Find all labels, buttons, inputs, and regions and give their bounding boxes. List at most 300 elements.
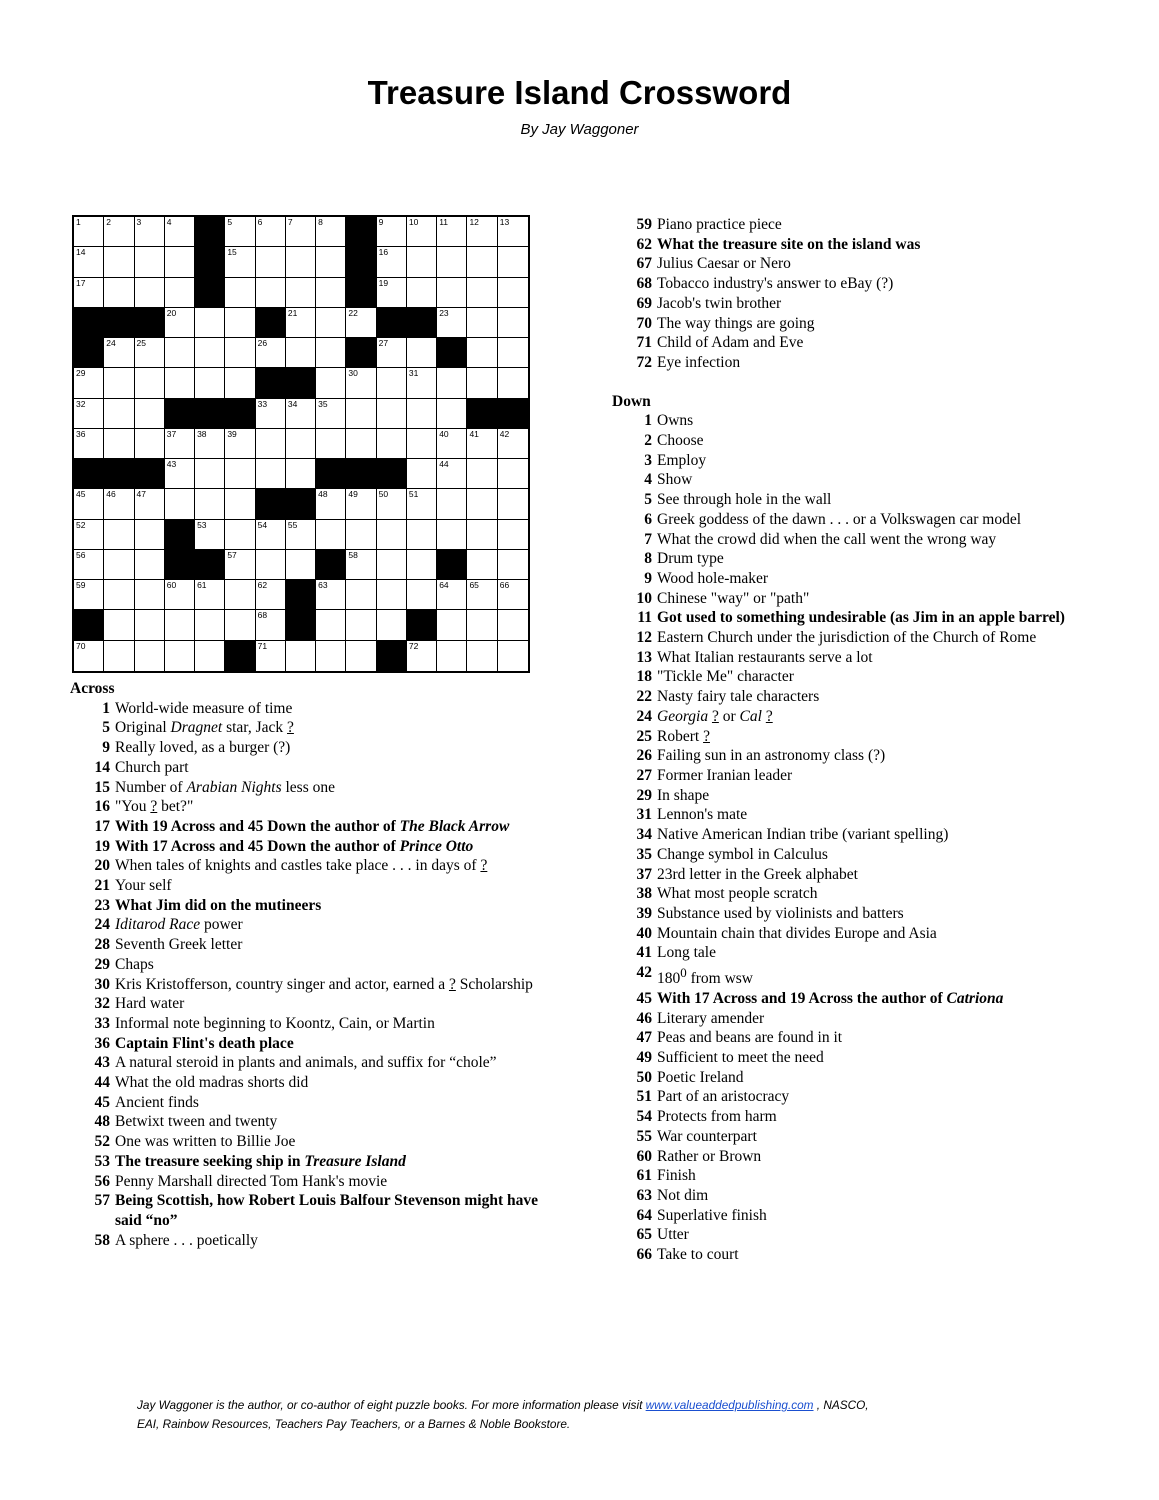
grid-cell[interactable] <box>195 610 225 640</box>
grid-cell[interactable] <box>195 368 225 398</box>
black-square <box>135 308 165 338</box>
cell-number: 26 <box>257 338 268 349</box>
across_right-clue <box>612 353 1092 373</box>
grid-cell[interactable] <box>498 610 528 640</box>
across_left-clue <box>70 1152 560 1172</box>
grid-cell[interactable] <box>377 429 407 459</box>
clue-number: 66 <box>636 1246 652 1264</box>
grid-cell[interactable] <box>498 459 528 489</box>
grid-cell[interactable] <box>256 550 286 580</box>
clue-number: 33 <box>94 1014 110 1032</box>
grid-cell[interactable] <box>256 217 286 247</box>
grid-cell[interactable] <box>165 278 195 308</box>
down-clue <box>612 549 1092 569</box>
grid-cell[interactable] <box>225 368 255 398</box>
cell-number: 60 <box>166 580 177 591</box>
grid-cell[interactable] <box>377 610 407 640</box>
clue-number: 38 <box>636 885 652 903</box>
grid-cell[interactable] <box>195 489 225 519</box>
cell-number: 19 <box>378 277 389 288</box>
grid-cell[interactable] <box>346 429 376 459</box>
grid-cell[interactable] <box>377 399 407 429</box>
clue-text: Number of Arabian Nights less one <box>115 778 336 796</box>
grid-cell[interactable] <box>104 550 134 580</box>
grid-cell[interactable] <box>165 459 195 489</box>
down-clue <box>612 1166 1092 1186</box>
grid-cell[interactable] <box>165 489 195 519</box>
grid-cell[interactable] <box>74 217 104 247</box>
grid-cell[interactable] <box>467 368 497 398</box>
grid-cell[interactable] <box>377 217 407 247</box>
grid-cell[interactable] <box>74 429 104 459</box>
grid-cell[interactable] <box>377 520 407 550</box>
clue-number: 26 <box>636 747 652 765</box>
grid-cell[interactable] <box>498 247 528 277</box>
grid-cell[interactable] <box>407 641 437 671</box>
grid-cell[interactable] <box>498 278 528 308</box>
clue-text: Captain Flint's death place <box>115 1034 294 1052</box>
across_right-clue <box>612 333 1092 353</box>
grid-cell[interactable] <box>498 580 528 610</box>
grid-cell[interactable] <box>225 520 255 550</box>
grid-cell[interactable] <box>467 429 497 459</box>
grid-cell[interactable] <box>286 308 316 338</box>
clue-number: 41 <box>636 944 652 962</box>
grid-cell[interactable] <box>407 278 437 308</box>
clue-text: Rather or Brown <box>657 1147 762 1165</box>
grid-cell[interactable] <box>437 610 467 640</box>
grid-cell[interactable] <box>407 247 437 277</box>
grid-cell[interactable] <box>135 610 165 640</box>
grid-cell[interactable] <box>377 368 407 398</box>
grid-cell[interactable] <box>286 247 316 277</box>
grid-cell[interactable] <box>104 610 134 640</box>
clue-number: 49 <box>636 1048 652 1066</box>
grid-cell[interactable] <box>467 489 497 519</box>
grid-cell[interactable] <box>135 399 165 429</box>
clue-number: 37 <box>636 865 652 883</box>
grid-cell[interactable] <box>256 278 286 308</box>
grid-cell[interactable] <box>498 429 528 459</box>
footer-text-after: , NASCO, <box>813 1398 869 1412</box>
clue-number: 59 <box>636 216 652 233</box>
grid-cell[interactable] <box>195 338 225 368</box>
clue-number: 14 <box>94 758 110 776</box>
grid-cell[interactable] <box>74 580 104 610</box>
clue-number: 24 <box>94 916 110 934</box>
grid-cell[interactable] <box>104 278 134 308</box>
cell-number: 5 <box>227 217 233 227</box>
publisher-link[interactable]: www.valueaddedpublishing.com <box>645 1398 814 1412</box>
grid-cell[interactable] <box>286 278 316 308</box>
clue-number: 4 <box>644 471 652 489</box>
clue-text: The way things are going <box>657 314 815 332</box>
grid-cell[interactable] <box>225 489 255 519</box>
black-square <box>195 550 225 580</box>
cell-number: 52 <box>76 519 86 530</box>
grid-cell[interactable] <box>225 338 255 368</box>
grid-cell[interactable] <box>225 610 255 640</box>
grid-cell[interactable] <box>256 247 286 277</box>
grid-cell[interactable] <box>316 368 346 398</box>
grid-cell[interactable] <box>225 308 255 338</box>
grid-cell[interactable] <box>135 550 165 580</box>
clue-text: Failing sun in an astronomy class (?) <box>657 747 886 765</box>
clue-text: Take to court <box>657 1246 739 1264</box>
clue-number: 8 <box>644 550 652 568</box>
grid-cell[interactable] <box>256 610 286 640</box>
grid-cell[interactable] <box>286 429 316 459</box>
grid-cell[interactable] <box>407 459 437 489</box>
grid-cell[interactable] <box>316 429 346 459</box>
clue-text: Got used to something undesirable (as Jim in an apple barrel) <box>657 609 1065 627</box>
grid-cell[interactable] <box>286 399 316 429</box>
clue-number: 6 <box>644 510 652 528</box>
grid-cell[interactable] <box>437 278 467 308</box>
grid-cell[interactable] <box>225 580 255 610</box>
clue-text: Finish <box>657 1167 696 1185</box>
across_left-clue <box>70 994 560 1014</box>
across_left-clue <box>70 738 560 758</box>
clue-text: Substance used by violinists and batters <box>657 904 904 922</box>
across_left-clue <box>70 915 560 935</box>
clue-number: 35 <box>636 845 652 863</box>
grid-cell[interactable] <box>256 459 286 489</box>
grid-cell[interactable] <box>135 641 165 671</box>
cell-number: 11 <box>439 217 449 227</box>
grid-cell[interactable] <box>407 368 437 398</box>
clue-number: 27 <box>636 766 652 784</box>
grid-cell[interactable] <box>135 217 165 247</box>
grid-cell[interactable] <box>437 641 467 671</box>
cell-number: 40 <box>439 428 449 439</box>
page-title: Treasure Island Crossword <box>367 74 792 111</box>
grid-cell[interactable] <box>135 278 165 308</box>
grid-cell[interactable] <box>104 580 134 610</box>
grid-cell[interactable] <box>165 247 195 277</box>
clue-number: 42 <box>636 964 652 982</box>
grid-cell[interactable] <box>346 641 376 671</box>
clue-text: Kris Kristofferson, country singer and actor, earned a ? Scholarship <box>115 975 533 993</box>
grid-cell[interactable] <box>467 338 497 368</box>
grid-cell[interactable] <box>74 489 104 519</box>
grid-cell[interactable] <box>225 459 255 489</box>
grid-cell[interactable] <box>165 610 195 640</box>
grid-cell[interactable] <box>437 459 467 489</box>
grid-cell[interactable] <box>467 278 497 308</box>
black-square <box>195 217 225 247</box>
grid-cell[interactable] <box>498 308 528 338</box>
clue-number: 47 <box>636 1029 652 1047</box>
clue-text: Piano practice piece <box>657 216 782 233</box>
grid-cell[interactable] <box>498 217 528 247</box>
down-clue <box>612 530 1092 550</box>
down-clue <box>612 1186 1092 1206</box>
grid-cell[interactable] <box>377 338 407 368</box>
grid-cell[interactable] <box>467 308 497 338</box>
clue-number: 52 <box>94 1133 110 1151</box>
grid-cell[interactable] <box>346 308 376 338</box>
grid-cell[interactable] <box>195 520 225 550</box>
grid-cell[interactable] <box>74 641 104 671</box>
grid-cell[interactable] <box>437 489 467 519</box>
cell-number: 3 <box>136 217 142 227</box>
grid-cell[interactable] <box>74 368 104 398</box>
grid-cell[interactable] <box>135 580 165 610</box>
grid-cell[interactable] <box>407 338 437 368</box>
clue-text: Your self <box>115 877 172 895</box>
grid-cell[interactable] <box>286 520 316 550</box>
grid-cell[interactable] <box>377 550 407 580</box>
grid-cell[interactable] <box>437 368 467 398</box>
grid-cell[interactable] <box>286 338 316 368</box>
cell-number: 15 <box>227 247 237 258</box>
cell-number: 1 <box>76 217 81 227</box>
grid-cell[interactable] <box>286 217 316 247</box>
grid-cell[interactable] <box>225 247 255 277</box>
cell-number: 27 <box>378 338 389 349</box>
clue-number: 61 <box>636 1167 652 1185</box>
grid-cell[interactable] <box>467 641 497 671</box>
grid-cell[interactable] <box>316 641 346 671</box>
grid-cell[interactable] <box>165 368 195 398</box>
grid-cell[interactable] <box>135 520 165 550</box>
clue-text: What Italian restaurants serve a lot <box>657 648 873 666</box>
clue-number: 55 <box>636 1127 652 1145</box>
grid-cell[interactable] <box>407 520 437 550</box>
across_left-clue <box>70 797 560 817</box>
grid-cell[interactable] <box>104 429 134 459</box>
clue-number: 7 <box>644 530 652 548</box>
grid-cell[interactable] <box>346 368 376 398</box>
grid-cell[interactable] <box>316 247 346 277</box>
cell-number: 71 <box>257 640 268 651</box>
grid-cell[interactable] <box>256 520 286 550</box>
grid-cell[interactable] <box>195 308 225 338</box>
grid-cell[interactable] <box>104 520 134 550</box>
grid-cell[interactable] <box>165 429 195 459</box>
grid-cell[interactable] <box>104 247 134 277</box>
cell-number: 55 <box>287 519 298 530</box>
clue-number: 18 <box>636 668 652 686</box>
grid-cell[interactable] <box>377 247 407 277</box>
grid-cell[interactable] <box>165 217 195 247</box>
black-square <box>377 641 407 671</box>
grid-cell[interactable] <box>135 368 165 398</box>
grid-cell[interactable] <box>467 550 497 580</box>
grid-cell[interactable] <box>316 217 346 247</box>
grid-cell[interactable] <box>286 641 316 671</box>
grid-cell[interactable] <box>346 520 376 550</box>
grid-cell[interactable] <box>407 429 437 459</box>
cell-number: 14 <box>76 247 86 258</box>
section-gap <box>612 373 1092 392</box>
down-clue <box>612 648 1092 668</box>
down-clue <box>612 766 1092 786</box>
grid-cell[interactable] <box>256 399 286 429</box>
grid-cell[interactable] <box>316 278 346 308</box>
down-clue <box>612 1107 1092 1127</box>
grid-cell[interactable] <box>104 368 134 398</box>
grid-cell[interactable] <box>195 429 225 459</box>
clue-number: 36 <box>94 1034 110 1052</box>
grid-cell[interactable] <box>165 308 195 338</box>
down-clue <box>612 589 1092 609</box>
down-clue <box>612 746 1092 766</box>
grid-cell[interactable] <box>256 429 286 459</box>
grid-cell[interactable] <box>316 520 346 550</box>
black-square <box>407 610 437 640</box>
down-clue <box>612 470 1092 490</box>
grid-cell[interactable] <box>104 217 134 247</box>
clue-text: Julius Caesar or Nero <box>657 255 791 273</box>
grid-cell[interactable] <box>437 520 467 550</box>
grid-cell[interactable] <box>104 399 134 429</box>
grid-cell[interactable] <box>437 580 467 610</box>
black-square <box>165 399 195 429</box>
cell-number: 32 <box>76 398 86 409</box>
black-square <box>74 308 104 338</box>
grid-cell[interactable] <box>437 308 467 338</box>
down-clue <box>612 825 1092 845</box>
black-square <box>74 610 104 640</box>
grid-cell[interactable] <box>225 550 255 580</box>
grid-cell[interactable] <box>74 247 104 277</box>
grid-cell[interactable] <box>467 520 497 550</box>
grid-cell[interactable] <box>316 580 346 610</box>
grid-cell[interactable] <box>256 641 286 671</box>
grid-cell[interactable] <box>225 217 255 247</box>
grid-cell[interactable] <box>407 399 437 429</box>
clue-number: 62 <box>636 235 652 253</box>
grid-cell[interactable] <box>135 429 165 459</box>
cell-number: 68 <box>257 610 268 621</box>
clue-text: Employ <box>657 451 707 469</box>
grid-cell[interactable] <box>377 489 407 519</box>
clue-text: Child of Adam and Eve <box>657 334 804 352</box>
clue-text: Jacob's twin brother <box>657 294 782 312</box>
cell-number: 17 <box>76 277 86 288</box>
grid-cell[interactable] <box>286 459 316 489</box>
grid-cell[interactable] <box>467 580 497 610</box>
grid-cell[interactable] <box>316 338 346 368</box>
across_left-clue <box>70 876 560 896</box>
black-square <box>346 459 376 489</box>
grid-cell[interactable] <box>377 580 407 610</box>
grid-cell[interactable] <box>346 550 376 580</box>
grid-cell[interactable] <box>256 580 286 610</box>
grid-cell[interactable] <box>346 580 376 610</box>
grid-cell[interactable] <box>467 459 497 489</box>
grid-cell[interactable] <box>498 338 528 368</box>
cell-number: 9 <box>378 217 384 227</box>
grid-cell[interactable] <box>498 641 528 671</box>
grid-cell[interactable] <box>316 399 346 429</box>
grid-cell[interactable] <box>195 459 225 489</box>
grid-cell[interactable] <box>407 550 437 580</box>
grid-cell[interactable] <box>407 489 437 519</box>
grid-cell[interactable] <box>165 580 195 610</box>
grid-cell[interactable] <box>467 610 497 640</box>
down-clue <box>612 727 1092 747</box>
clue-text: Chinese "way" or "path" <box>657 589 810 607</box>
clue-text: Lennon's mate <box>657 806 748 824</box>
clue-number: 5 <box>644 491 652 509</box>
grid-cell[interactable] <box>467 217 497 247</box>
grid-cell[interactable] <box>225 429 255 459</box>
clue-number: 1 <box>644 412 652 430</box>
grid-cell[interactable] <box>74 520 104 550</box>
clue-number: 58 <box>94 1231 110 1249</box>
grid-cell[interactable] <box>498 368 528 398</box>
cell-number: 12 <box>469 217 479 227</box>
cell-number: 25 <box>136 338 146 349</box>
grid-cell[interactable] <box>74 399 104 429</box>
grid-cell[interactable] <box>437 429 467 459</box>
grid-cell[interactable] <box>195 641 225 671</box>
grid-cell[interactable] <box>104 338 134 368</box>
grid-cell[interactable] <box>135 338 165 368</box>
grid-cell[interactable] <box>195 580 225 610</box>
cell-number: 53 <box>197 519 207 530</box>
clue-number: 17 <box>94 817 110 835</box>
grid-cell[interactable] <box>498 550 528 580</box>
grid-cell[interactable] <box>316 489 346 519</box>
cell-number: 10 <box>408 217 419 227</box>
grid-cell[interactable] <box>135 247 165 277</box>
grid-cell[interactable] <box>74 550 104 580</box>
grid-cell[interactable] <box>498 520 528 550</box>
grid-cell[interactable] <box>316 610 346 640</box>
clue-number: 30 <box>94 975 110 993</box>
grid-cell[interactable] <box>74 278 104 308</box>
clue-text: Choose <box>657 432 704 450</box>
grid-cell[interactable] <box>104 489 134 519</box>
grid-cell[interactable] <box>437 247 467 277</box>
grid-cell[interactable] <box>286 550 316 580</box>
grid-cell[interactable] <box>346 399 376 429</box>
grid-cell[interactable] <box>407 580 437 610</box>
cell-number: 8 <box>318 217 323 227</box>
grid-cell[interactable] <box>256 338 286 368</box>
clue-number: 56 <box>94 1172 110 1190</box>
grid-cell[interactable] <box>104 641 134 671</box>
grid-cell[interactable] <box>346 610 376 640</box>
across_right-clue <box>612 235 1092 255</box>
grid-cell[interactable] <box>377 278 407 308</box>
grid-cell[interactable] <box>316 308 346 338</box>
grid-cell[interactable] <box>498 489 528 519</box>
black-square <box>74 338 104 368</box>
clue-text: With 17 Across and 45 Down the author of Prince Otto <box>115 837 474 855</box>
grid-cell[interactable] <box>407 217 437 247</box>
grid-cell[interactable] <box>165 641 195 671</box>
cell-number: 39 <box>227 428 237 439</box>
grid-cell[interactable] <box>437 399 467 429</box>
grid-cell[interactable] <box>225 278 255 308</box>
grid-cell[interactable] <box>135 489 165 519</box>
grid-cell[interactable] <box>346 489 376 519</box>
grid-cell[interactable] <box>467 247 497 277</box>
cell-number: 44 <box>439 459 449 470</box>
grid-cell[interactable] <box>165 338 195 368</box>
clue-text: Being Scottish, how Robert Louis Balfour Stevenson might have said “no” <box>115 1192 538 1229</box>
cell-number: 56 <box>76 549 86 560</box>
clue-number: 16 <box>94 798 110 816</box>
across_left-clue <box>70 1034 560 1054</box>
grid-cell[interactable] <box>437 217 467 247</box>
clue-text: Tobacco industry's answer to eBay (?) <box>657 275 894 293</box>
